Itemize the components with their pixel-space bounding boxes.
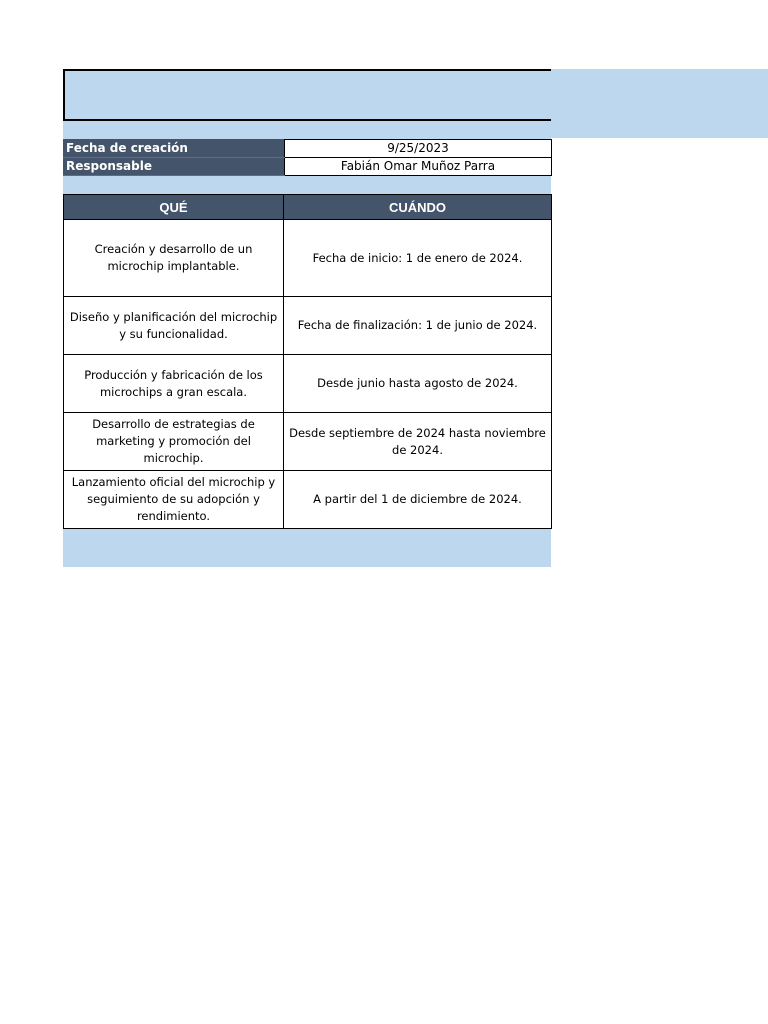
info-row-responsable — [64, 158, 552, 176]
fecha-label: Fecha de creación — [64, 140, 285, 158]
sheet-background-extension — [551, 69, 768, 138]
plan-header-row — [64, 195, 552, 220]
cuando-cell[interactable]: A partir del 1 de diciembre de 2024. — [284, 471, 552, 529]
cuando-cell[interactable]: Fecha de finalización: 1 de junio de 2024. — [284, 297, 552, 355]
table-row — [64, 471, 552, 529]
que-cell[interactable]: Lanzamiento oficial del microchip y seguimiento de su adopción y rendimiento. — [64, 471, 284, 529]
info-row-fecha — [64, 140, 552, 158]
responsable-value[interactable]: Fabián Omar Muñoz Parra — [285, 158, 552, 176]
que-cell[interactable]: Diseño y planificación del microchip y su funcionalidad. — [64, 297, 284, 355]
header-que: QUÉ — [64, 195, 284, 220]
que-cell[interactable]: Producción y fabricación de los microchips a gran escala. — [64, 355, 284, 413]
title-cell[interactable] — [63, 69, 551, 121]
table-row — [64, 297, 552, 355]
que-cell[interactable]: Desarrollo de estrategias de marketing y promoción del microchip. — [64, 413, 284, 471]
que-cell[interactable]: Creación y desarrollo de un microchip implantable. — [64, 220, 284, 297]
info-table — [63, 139, 552, 176]
table-row — [64, 355, 552, 413]
cuando-cell[interactable]: Desde septiembre de 2024 hasta noviembre de 2024. — [284, 413, 552, 471]
table-row — [64, 413, 552, 471]
table-row — [64, 220, 552, 297]
cuando-cell[interactable]: Desde junio hasta agosto de 2024. — [284, 355, 552, 413]
fecha-value[interactable]: 9/25/2023 — [285, 140, 552, 158]
responsable-label: Responsable — [64, 158, 285, 176]
cuando-cell[interactable]: Fecha de inicio: 1 de enero de 2024. — [284, 220, 552, 297]
header-cuando: CUÁNDO — [284, 195, 552, 220]
plan-table — [63, 194, 552, 529]
